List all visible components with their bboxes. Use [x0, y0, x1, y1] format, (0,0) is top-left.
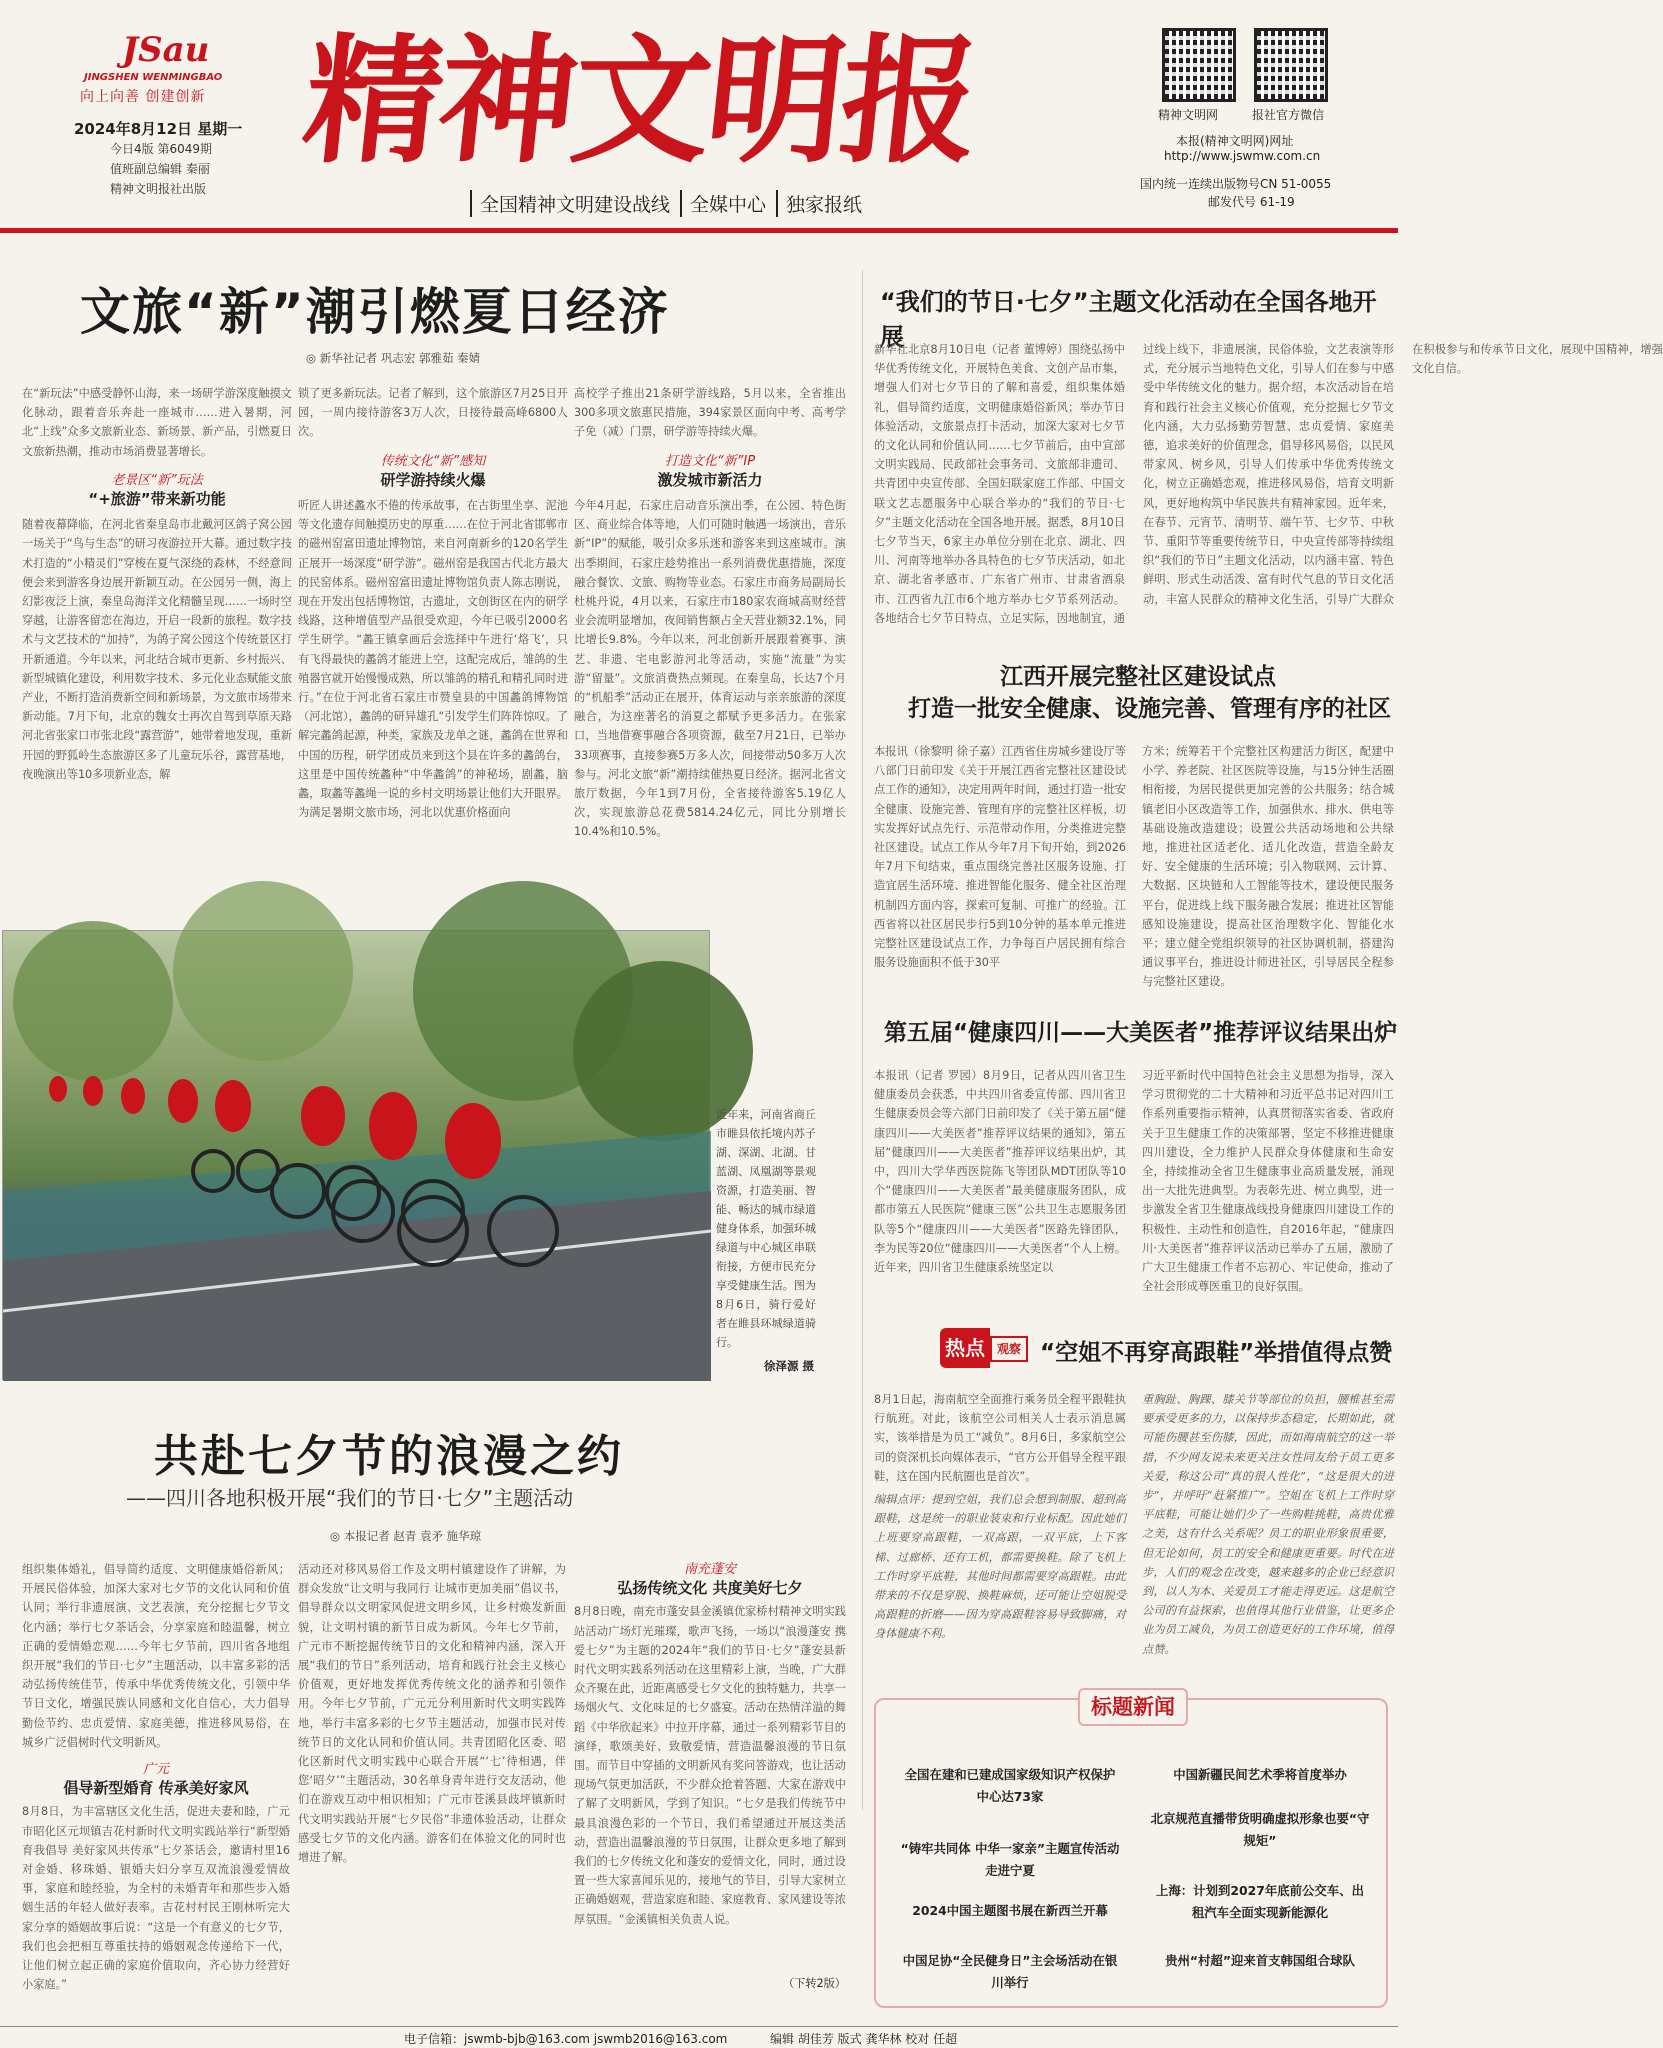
article2-sub2-title: 弘扬传统文化 共度美好七夕 — [617, 1579, 803, 1598]
article1-byline: ◎ 新华社记者 巩志宏 郭雅茹 秦婧 — [306, 351, 481, 365]
news-item[interactable]: 2024中国主题图书展在新西兰开幕 — [912, 1903, 1108, 1918]
article1-col2-body: 听匠人讲述蠡水不倦的传承故事，在古街里坐享、泥池等文化遗存间触摸历史的厚重……在位于河北省邯郸市的磁州窑富田遗址博物馆，来自河南新乡的120名学生正展开一场深度“研学游”。磁州窑是我国古代北方最大的民窑体系。磁州窑富田遗址博物馆负责人陈志刚说，现在开发出包括博物馆，古遗址，文创街区在内的研学线路，这种增值型产品很受欢迎，今年已吸引2000名学生研学。“蠡王镇拿画后会选择中午进行‘烙飞’，只有飞得最快的蠡鸽才能进上空，这配完成后，雏鸽的生殖器官就开始慢慢成熟，所以雏鸽的精孔和精孔同时进行。”在位于河北省石家庄市赞皇县的中国蠡鸽博物馆（河北馆），蠡鸽的研异雄孔“引发学生们阵阵惊叹。了解完蠡鸽起源，种类，家族及龙单之谜，蠡鸽在世界和中国的历程，研学团成员来到这个县在许多的蠡鸽台，这里是中国传统蠡种“中华蠡鸽”的神秘场，剧蠡，脑蠡，取蠡等蠡绳一说的乡村文明场景让他们大开眼界。为满足暑期文旅市场，河北以优惠价格面向 — [298, 499, 568, 820]
qr-label: 精神文明网 — [1158, 108, 1219, 122]
article6-col1 — [874, 1390, 1126, 1690]
website-url[interactable]: http://www.jswmw.com.cn — [1164, 149, 1321, 163]
article1-sub2-kicker: 传统文化“新”感知 — [380, 453, 486, 469]
article5-col1: 本报讯（记者 罗园）8月9日，记者从四川省卫生健康委员会获悉，中共四川省委宣传部、四川省卫生健康委员会等六部门日前印发了《关于第五届“健康四川——大美医者”推荐评议结果的通知》，第五届“健康四川——大美医者”推荐评议结果出炉，其中，四川大学华西医院陈飞等团队MDT团队等10个“健康四川——大美医者”最美健康服务团队，成都市第五人民医院“健康三医”公共卫生志愿服务团队等5个“健康四川——大美医者”医路先锋团队，李为民等20位“健康四川——大美医者”个人上榜。近年来，四川省卫生健康系统坚定以 — [874, 1069, 1126, 1275]
news-item[interactable]: 全国在建和已建成国家级知识产权保护中心达73家 — [904, 1767, 1116, 1804]
continued-note[interactable]: （下转2版） — [782, 1977, 846, 1991]
article1-sub1-kicker: 老景区“新”玩法 — [111, 472, 203, 488]
issue-pages: 今日4版 第6049期 — [110, 142, 212, 156]
article2-sub2-kicker: 南充蓬安 — [683, 1562, 736, 1577]
article6-col2: 重胸趾、胸踝、膝关节等部位的负担，腰椎甚至需要承受更多的力，以保持步态稳定，长期如此，就可能伤腰甚至伤膝，因此，而如海南航空的这一举措，不少网友说未来更关注女性同友给于员工更多关爱，称这公司“真的很人性化”，“这是很大的进步”，并呼吁“赶紧推广”。空姐在飞机上工作时穿平底鞋，可能让她们少了一些购鞋挑鞋，高贵优雅之美，这有什么关系呢？员工的职业形象很重要，但无论如何，员工的安全和健康更重要。时代在进步，人们的观念在改变，越来越多的企业已经意识到，以人为本、关爱员工才能走得更远。这是航空公司的有益探索，也值得其他行业借鉴，让更多企业为员工减负，为员工创造更好的工作环境，值得点赞。 — [1142, 1393, 1394, 1656]
article2-subhead: ——四川各地积极开展“我们的节日·七夕”主题活动 — [126, 1486, 574, 1510]
article4-headline-l2: 打造一批安全健康、设施完善、管理有序的社区 — [908, 696, 1391, 722]
article1-col2 — [298, 384, 568, 900]
footer-staff: 编辑 胡佳芳 版式 龚华林 校对 任超 — [770, 2032, 958, 2046]
article4-col1: 本报讯（徐黎明 徐子嘉）江西省住房城乡建设厅等八部门日前印发《关于开展江西省完整社区建设试点工作的通知》，决定用两年时间，通过打造一批安全健康、设施完善、管理有序的完整社区样板，切实发挥好试点先行、示范带动作用，分类推进完整社区建设。试点工作从今年7月下旬开始，到2026年7月下旬结束，重点围绕完善社区服务设施、打造宜居生活环境、推进智能化服务、健全社区治理机制四方面内容，探索可复制、可推广的经验。江西省将以社区居民步行5到10分钟的基本单元推进完整社区建设试点工作，力争每百户居民拥有综合服务设施面积不低于30平 — [874, 745, 1126, 970]
article6-lead: 8月1日起，海南航空全面推行乘务员全程平跟鞋执行航班。对此，该航空公司相关人士表示消息属实，该举措是为员工“减负”。8月6日，多家航空公司的资深机长向媒体表示，“官方公开倡导全程平跟鞋，这在国内民航圈也是首次”。 — [874, 1393, 1126, 1483]
masthead-rule — [0, 228, 1398, 233]
article1-col1 — [22, 384, 292, 900]
article6-headline: “空姐不再穿高跟鞋”举措值得点赞 — [1040, 1340, 1393, 1366]
article5-headline: 第五届“健康四川——大美医者”推荐评议结果出炉 — [884, 1020, 1398, 1046]
article6-commentary: 编辑点评：提到空姐，我们总会想到制服、超到高跟鞋，这是统一的职业装束和行业标配。因此她们上班要穿高跟鞋，一双高跟，一双平底，上下客梯、过廊桥、还有工机，都需要换鞋。除了飞机上工作时穿平底鞋，其他时间都需要穿高跟鞋。由此带来的不仅是穿脱、换鞋麻烦，还可能让空姐脱受高跟鞋的折磨——因为穿高跟鞋容易导致脚痛，对身体健康不利。 — [874, 1493, 1126, 1641]
article1-col1-lead: 在“新玩法”中感受静怀山海，来一场研学游深度触摸文化脉动，跟着音乐奔赴一座城市……进入暑期，河北“上线”众多文旅新业态、新场景、新产品，引燃夏日文旅新热潮，推动市场消费显著增长。 — [22, 387, 292, 458]
article1-sub3-title: 激发城市新活力 — [657, 470, 763, 489]
article1-headline: 文旅“新”潮引燃夏日经济 — [80, 283, 670, 341]
news-item[interactable]: 上海：计划到2027年底前公交车、出租汽车全面实现新能源化 — [1156, 1883, 1364, 1920]
footer-email[interactable]: 电子信箱：jswmb-bjb@163.com jswmb2016@163.com — [404, 2032, 728, 2046]
article4-headline-l1: 江西开展完整社区建设试点 — [1000, 664, 1276, 690]
article2-col3-body: 8月8日晚，南充市蓬安县金溪镇优家桥村精神文明实践站活动广场灯光璀璨，歌声飞扬，一场以“浪漫蓬安 携爱七夕”为主题的2024年“我们的节日·七夕”蓬安县新时代文明实践系列活动在这里精彩上演，当晚，广大群众齐聚在此，近距离感受七夕文化的独特魅力，共享一场烟火气、文化味足的七夕盛宴。活动在热情洋溢的舞蹈《中华欣起来》中拉开序幕，通过一系列精彩节目的演绎，歌颂美好、致敬爱情，营造温馨浪漫的节日氛围。而节目中穿插的文明新风有奖问答游戏，也让活动现场气氛更加活跃，不少群众抢着答题、大家在游戏中了解了文明新风，学到了知识。“七夕是我们传统节中最具浪漫色彩的一个节日，我们希望通过开展这类活动，营造出温馨浪漫的节日氛围，让群众更多地了解到我们的七夕传统文化和蓬安的爱情文化，同时，通过设置一些大家喜闻乐见的，接地气的节目，引导大家树立正确婚姻观，营造家庭和睦、家庭教育、家风建设等浓厚氛围。“金溪镇相关负责人说。 — [574, 1605, 846, 1926]
article1-col3-lead: 高校学子推出21条研学游线路，5月以来，全省推出300多项文旅惠民措施，394家景区面向中考、高考学子免（减）门票，研学游等持续火爆。 — [574, 387, 846, 439]
article2-col1-lead: 组织集体婚礼，倡导简约适度、文明健康婚俗新风；开展民俗体验，加深大家对七夕节的文化认同和价值认同；举行非遗展演、文艺表演，充分挖掘七夕节文化内涵；举行七夕茶话会，分享家庭和睦温馨，树立正确的爱情婚恋观……今年七夕节前，四川省各地组织开展“我们的节日·七夕”主题活动，以丰富多彩的活动弘扬传统佳节，传承中华优秀传统文化，引领中华节日文化，增强民族认同感和文化自信心，大力倡导勤俭节约、忠贞爱情、家庭美德，推进移风易俗，在城乡广泛倡树时代文明新风。 — [22, 1563, 290, 1749]
news-item[interactable]: 贵州“村超”迎来首支韩国组合球队 — [1165, 1953, 1355, 1968]
masthead-title: 精神文明报 — [296, 19, 984, 182]
article1-sub2-title: 研学游持续火爆 — [380, 470, 486, 489]
article1-sub1-title: “+旅游”带来新功能 — [88, 490, 226, 509]
article4-col2: 方米；统筹若干个完整社区构建活力街区，配建中小学、养老院、社区医院等设施，与15分钟生活圈相衔接，为居民提供更加完善的公共服务；结合城镇老旧小区改造等工作，加强供水、排水、供电等基础设施改造建设；设置公共活动场地和公共绿地，推进社区适老化、适儿化改造，营造全龄友好、安全健康的生活环境；引入物联网、云计算、大数据、区块链和人工智能等技术，建设便民服务平台，促进线上线下服务融合发展；推进社区智能感知设施建设，提高社区治理数字化、智能化水平；建立健全党组织领导的社区协调机制，搭建沟通议事平台，推进设计师进社区，引导居民全程参与完整社区建设。 — [1142, 745, 1394, 989]
article1-col3 — [574, 384, 846, 900]
article2-col3 — [574, 1560, 846, 2000]
qr-code-website[interactable] — [1162, 28, 1236, 102]
cn-number: 国内统一连续出版物号CN 51-0055 — [1140, 177, 1332, 191]
section-nav — [470, 190, 862, 217]
photo-caption: 近年来，河南省商丘市睢县依托境内苏子湖、深湖、北湖、甘蓝湖、凤凰湖等景观资源，打造美丽、智能、畅达的城市绿道健身体系，加强环城绿道与中心城区串联衔接，方便市民充分享受健康生活。图为8月6日，骑行爱好者在睢县环城绿道骑行。 — [716, 1108, 816, 1349]
nav-item[interactable]: 全国精神文明建设战线 — [470, 190, 670, 217]
qr-label: 报社官方微信 — [1252, 108, 1325, 122]
nav-item[interactable]: 独家报纸 — [776, 190, 862, 217]
website-label: 本报(精神文明网)网址 — [1176, 134, 1294, 148]
cycling-photo[interactable] — [2, 930, 710, 1380]
article5-col2: 习近平新时代中国特色社会主义思想为指导，深入学习贯彻党的二十大精神和习近平总书记对四川工作系列重要指示精神，认真贯彻落实省委、省政府关于卫生健康工作的决策部署，坚定不移推进健康四川建设，全力维护人民群众身体健康和生命安全，持续推动全省卫生健康事业高质量发展，涌现出一大批先进典型。为表彰先进、树立典型，进一步激发全省卫生健康战线投身健康四川建设工作的积极性、主动性和创造性，自2016年起，“健康四川·大美医者”推荐评议活动已举办了五届，激励了广大卫生健康工作者不忘初心、牢记使命，推动了全社会形成尊医重卫的良好氛围。 — [1142, 1069, 1394, 1294]
post-code: 邮发代号 61-19 — [1208, 195, 1295, 209]
news-item[interactable]: “铸牢共同体 中华一家亲”主题宣传活动走进宁夏 — [900, 1841, 1120, 1878]
badge-hot: 热点 — [940, 1328, 990, 1368]
article1-col3-body: 今年4月起，石家庄启动音乐演出季，在公园、特色街区、商业综合体等地，人们可随时触遇一场演出，音乐新“IP”的赋能，吸引众多乐迷和游客来到这座城市。演出季期间，石家庄趁势推出一系列消费优惠措施，深度融合餐饮、文旅、购物等业态。石家庄市商务局副局长杜桃丹说，4月以来，石家庄市180家农商城高财经营业会流明显增加，夜间销售额占全天营业额32.1%，同比增长9.8%。今年以来，河北创新开展跟着赛事、演艺、非遗、宅电影游河北等活动，实施“流量”为实游“留量”。文旅消费热点频现。在秦皇岛，长达7个月的“机船季”活动正在展开，体育运动与亲亲旅游的深度融合，为这座著名的消夏之都赋予更多活力。在张家口，当地借赛事融合各项资源，截至7月21日，已举办33项赛事，直接参赛5万多人次，间接带动50多万人次参与。河北文旅“新”潮持续催热夏日经济。据河北省文旅厅数据，今年1到7月份，全省接待游客5.19亿人次，实现旅游总花费5814.24亿元，同比分别增长10.4%和10.5%。 — [574, 499, 846, 839]
article3-headline: “我们的节日·七夕”主题文化活动在全国各地开展 — [880, 288, 1377, 351]
article1-col2-lead: 锁了更多新玩法。记者了解到，这个旅游区7月25日开园，一周内接待游客3万人次，日接待最高峰6800人次。 — [298, 387, 568, 439]
badge-observe: 观察 — [990, 1336, 1028, 1362]
column-divider — [862, 270, 863, 1810]
news-item[interactable]: 中国新疆民间艺术季将首度举办 — [1173, 1767, 1347, 1782]
article3-body: 新华社北京8月10日电（记者 董博婷）围绕弘扬中华优秀传统文化，开展特色美食、文创产品市集，增强人们对七夕节日的了解和喜爱，组织集体婚礼，倡导简约适度，文明健康婚俗新风；举办节日体验活动，文旅景点打卡活动，加深大家对七夕节的文化认同和价值认同……七夕节前后，由中宣部文明实践局、民政部社会事务司、文旅部非遗司、共青团中央宣传部、全国妇联家庭工作部、中国文联文艺志愿服务中心联合举办的“我们的节日·七夕”主题文化活动在全国各地开展。据悉，8月10日七夕节当天，6家主办单位分别在北京、湖北、四川、河南等地举办各具特色的七夕节庆活动，如北京、湖北省孝感市、广东省广州市、甘肃省酒泉市、江西省九江市6个地方举办七夕节系列活动。各地结合七夕节日特点，立足实际，因地制宜，通过线上线下，非遗展演，民俗体验，文艺表演等形式，充分展示当地特色文化，引导人们在参与中感受中华传统文化的魅力。据介绍，本次活动旨在培育和践行社会主义核心价值观，充分挖掘七夕节文化内涵，大力弘扬勤劳智慧、忠贞爱情、家庭美德，追求美好的价值理念，倡导移风易俗，以民风带家风、树乡风，引导人们传承中华优秀传统文化，树立正确婚恋观，推进移风易俗，培育文明新风，更好地构筑中华民族共有精神家园。近年来，在春节、元宵节、清明节、端午节、七夕节、中秋节、重阳节等重要传统节日，中央宣传部等持续组织“我们的节日”主题文化活动，以内涵丰富、特色鲜明、形式生动活泼、富有时代气息的节日文化活动，丰富人民群众的精神文化生活，引导广大群众在积极参与和传承节日文化，展现中国精神，增强文化自信。 — [874, 343, 1663, 625]
article2-col1 — [22, 1560, 290, 2000]
article2-sub1-title: 倡导新型婚育 传承美好家风 — [63, 1779, 249, 1798]
article2-sub1-kicker: 广元 — [142, 1762, 169, 1778]
qr-code-wechat[interactable] — [1254, 28, 1328, 102]
logo-subtitle: JINGSHEN WENMINGBAO — [84, 72, 223, 83]
news-item[interactable]: 北京规范直播带货明确虚拟形象也要“守规矩” — [1150, 1811, 1370, 1848]
duty-editor: 值班副总编辑 秦丽 — [110, 162, 210, 176]
masthead — [0, 0, 1398, 232]
article2-col1-body: 8月8日，为丰富辖区文化生活，促进夫妻和睦，广元市昭化区元坝镇吉花村新时代文明实践站举行“新型婚育我倡导 美好家风共传承”七夕茶话会，邀请村里16对金婚、移珠婚、银婚夫妇分享互双流浪漫爱情故事，家庭和睦经验，为全村的未婚青年和那些步入婚姻生活的年轻人做好表率。吉花村村民王刚林听完大家分享的婚姻故事后说：“这是一个有意义的七夕节，我们也会把相互尊重扶持的婚姻观念传递给下一代，让他们树立起正确的家庭价值取向，齐心协力经营好小家庭。” — [22, 1805, 290, 1992]
publisher: 精神文明报社出版 — [110, 182, 207, 196]
article1-col1-body: 随着夜幕降临，在河北省秦皇岛市北戴河区鸽子窝公园一场关于“鸟与生态”的研习夜游拉开大幕。通过数字技术打造的“小精灵们”穿梭在夏气深绕的森林，不经意间便会来到游客身边展开新颖互动。在公园另一侧，海上幻影夜泛上演，秦皇岛海洋文化精髓呈现……一场时空穿越，让游客留恋在海边，开启一段新的旅程。数字技术与文艺技术的“加持”，为鸽子窝公园这个传统景区打开新通道。今年以来，河北结合城市更新、乡村振兴、新型城镇化建设，利用数字技术、多元化业态赋能文旅产业，不断打造消费新空间和新场景，为文旅市场带来新动能。7月下旬，北京的魏女士再次自驾到草原天路河北省张家口市张北段“露营游”，她带着地发现，重新开园的野狐岭生态旅游区多了儿童玩乐谷，露营基地，夜晚演出等10多项新业态，解 — [22, 518, 292, 781]
headline-news-title: 标题新闻 — [1078, 1688, 1188, 1726]
article2-headline: 共赴七夕节的浪漫之约 — [154, 1431, 624, 1482]
article1-sub3-kicker: 打造文化“新”IP — [664, 453, 756, 469]
footer-rule — [0, 2026, 1398, 2027]
issue-date: 2024年8月12日 星期一 — [74, 120, 243, 138]
logo-mark: JSau — [122, 30, 210, 70]
photo-credit: 徐泽源 摄 — [764, 1359, 815, 1373]
cycling-photo-art — [3, 931, 711, 1381]
news-item[interactable]: 中国足协“全民健身日”主会场活动在银川举行 — [902, 1953, 1118, 1990]
hot-spot-badge — [940, 1328, 1030, 1370]
article2-col2: 活动还对移风易俗工作及文明村镇建设作了讲解，为群众发放“让文明与我同行 让城市更加美丽”倡议书，倡导群众以文明家风促进文明乡风，让乡村焕发新面貌，让文明村镇的新节日成为新风。今年七夕节前，广元市不断挖掘传统节日的文化和精神内涵，深入开展“我们的节日”系列活动，培育和践行社会主义核心价值观，更好地发挥优秀传统文化的涵养和引领作用。今年七夕节前，广元元分利用新时代文明实践阵地，举行丰富多彩的七夕节主题活动，加强市民对传统节日的文化认同和价值认同。共青团昭化区委、昭化区新时代文明实践中心联合开展“‘七’待相遇，伴您‘昭夕’”主题活动，30名单身青年进行交友活动，他们在游戏互动中相识相知；广元市苍溪县歧坪镇新时代文明实践站开展“七夕民俗”非遗体验活动，让群众感受七夕节的文化内涵。游客们在体验文化的同时也增进了解。 — [298, 1563, 566, 1865]
slogan: 向上向善 创建创新 — [80, 89, 206, 105]
nav-item[interactable]: 全媒中心 — [680, 190, 766, 217]
article2-byline: ◎ 本报记者 赵青 袁矛 施华琼 — [330, 1529, 482, 1543]
